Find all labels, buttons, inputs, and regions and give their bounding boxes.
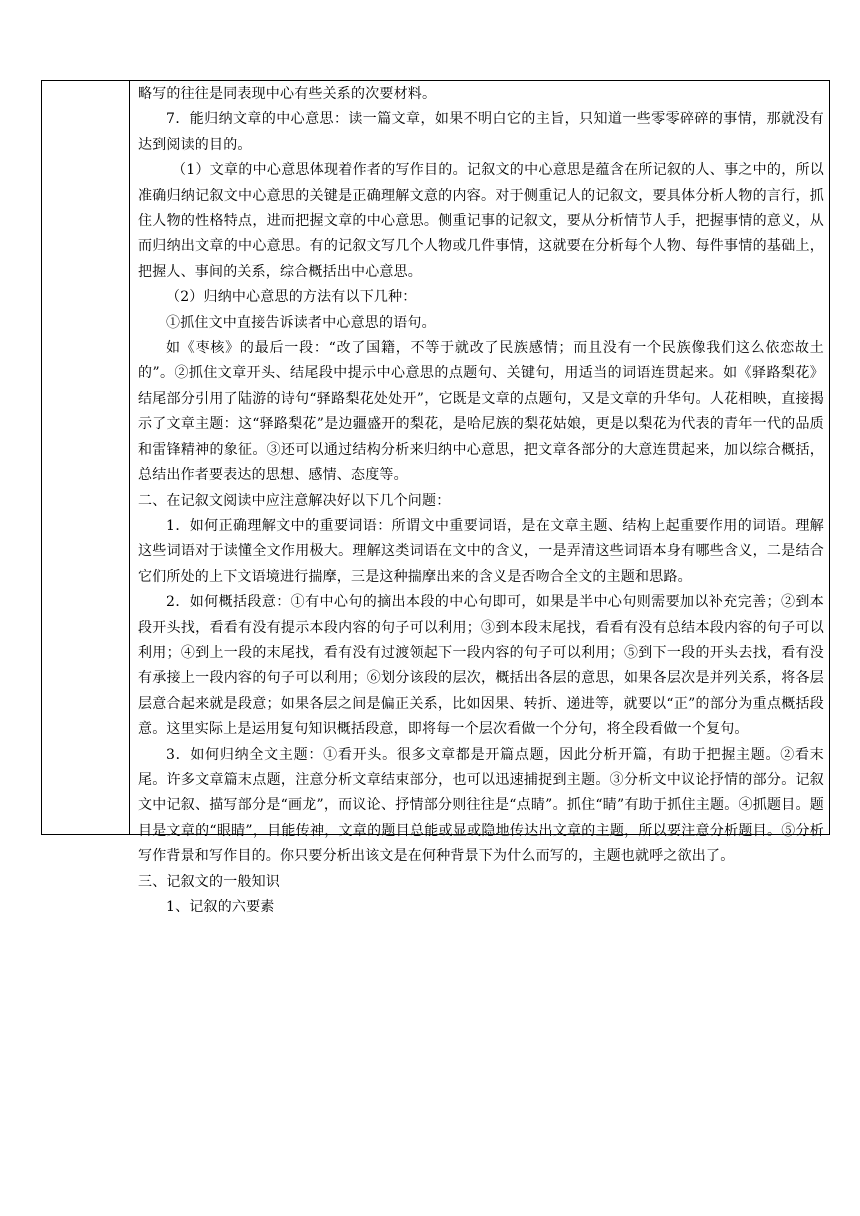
paragraph: 略写的往往是同表现中心有些关系的次要材料。 <box>138 86 437 102</box>
section-heading: 三、记叙文的一般知识 <box>138 873 280 890</box>
paragraph: 7．能归纳文章的中心意思：读一篇文章，如果不明白它的主旨，只知道一些零零碎碎的事情，那就没有达到阅读的目的。 <box>138 111 824 153</box>
paragraph: 1．如何正确理解文中的重要词语：所谓文中重要词语，是在文章主题、结构上起重要作用的词语。理解这些词语对于读懂全文作用极大。理解这类词语在文中的含义，一是弄清这些词语本身有哪些含义，二是结合它们所处的上下文语境进行揣摩，三是这种揣摩出来的含义是否吻合全文的主题和思路。 <box>138 517 824 585</box>
paragraph: 如《枣核》的最后一段：“改了国籍，不等于就改了民族感情；而且没有一个民族像我们这么依恋故土的”。②抓住文章开头、结尾段中提示中心意思的点题句、关键句，用适当的词语连贯起来。如《驿路梨花》结尾部分引用了陆游的诗句“驿路梨花处处开”，它既是文章的点题句，又是文章的升华句。人花相映，直接揭示了文章主题：这“驿路梨花”是边疆盛开的梨花，是哈尼族的梨花姑娘，更是以梨花为代表的青年一代的品质和雷锋精神的象征。③还可以通过结构分析来归纳中心意思，把文章各部分的大意连贯起来，加以综合概括，总结出作者要表达的思想、感情、态度等。 <box>138 340 824 484</box>
paragraph: ①抓住文中直接告诉读者中心意思的语句。 <box>166 314 436 331</box>
section-heading: 二、在记叙文阅读中应注意解决好以下几个问题： <box>138 492 451 509</box>
subsection-heading: 1、记叙的六要素 <box>166 899 275 915</box>
paragraph: （2）归纳中心意思的方法有以下几种： <box>166 289 417 306</box>
paragraph: （1）文章的中心意思体现着作者的写作目的。记叙文的中心意思是蕴含在所记叙的人、事之中的，所以准确归纳记叙文中心意思的关键是正确理解文意的内容。对于侧重记人的记叙文，要具体分析人物的言行，抓住人物的性格特点，进而把握文章的中心意思。侧重记事的记叙文，要从分析情节人手，把握事情的意义，从而归纳出文章的中心意思。有的记叙文写几个人物或几件事情，这就要在分析每个人物、每件事情的基础上，把握人、事间的关系，综合概括出中心意思。 <box>138 162 824 280</box>
left-column-cell <box>42 81 130 834</box>
paragraph: 2．如何概括段意：①有中心句的摘出本段的中心句即可，如果是半中心句则需要加以补充完善；②到本段开头找，看看有没有提示本段内容的句子可以利用；③到本段末尾找，看看有没有总结本段内容的句子可以利用；④到上一段的末尾找，看有没有过渡领起下一段内容的句子可以利用；⑤到下一段的开头去找，看有没有承接上一段内容的句子可以利用；⑥划分该段的层次，概括出各层的意思，如果各层次是并列关系，将各层层意合起来就是段意；如果各层之间是偏正关系，比如因果、转折、递进等，就要以“正”的部分为重点概括段意。这里实际上是运用复句知识概括段意，即将每一个层次看做一个分句，将全段看做一个复句。 <box>138 594 824 738</box>
paragraph: 3．如何归纳全文主题：①看开头。很多文章都是开篇点题，因此分析开篇，有助于把握主题。②看末尾。许多文章篇末点题，注意分析文章结束部分，也可以迅速捕捉到主题。③分析文中议论抒情的部分。记叙文中记叙、描写部分是“画龙”，而议论、抒情部分则往往是“点睛”。抓住“睛”有助于抓住主题。④抓题目。题目是文章的“眼睛”，目能传神，文章的题目总能或显或隐地传达出文章的主题，所以要注意分析题目。⑤分析写作背景和写作目的。你只要分析出该文是在何种背景下为什么而写的，主题也就呼之欲出了。 <box>138 746 824 865</box>
content-cell <box>138 81 824 920</box>
document-table <box>41 80 830 915</box>
